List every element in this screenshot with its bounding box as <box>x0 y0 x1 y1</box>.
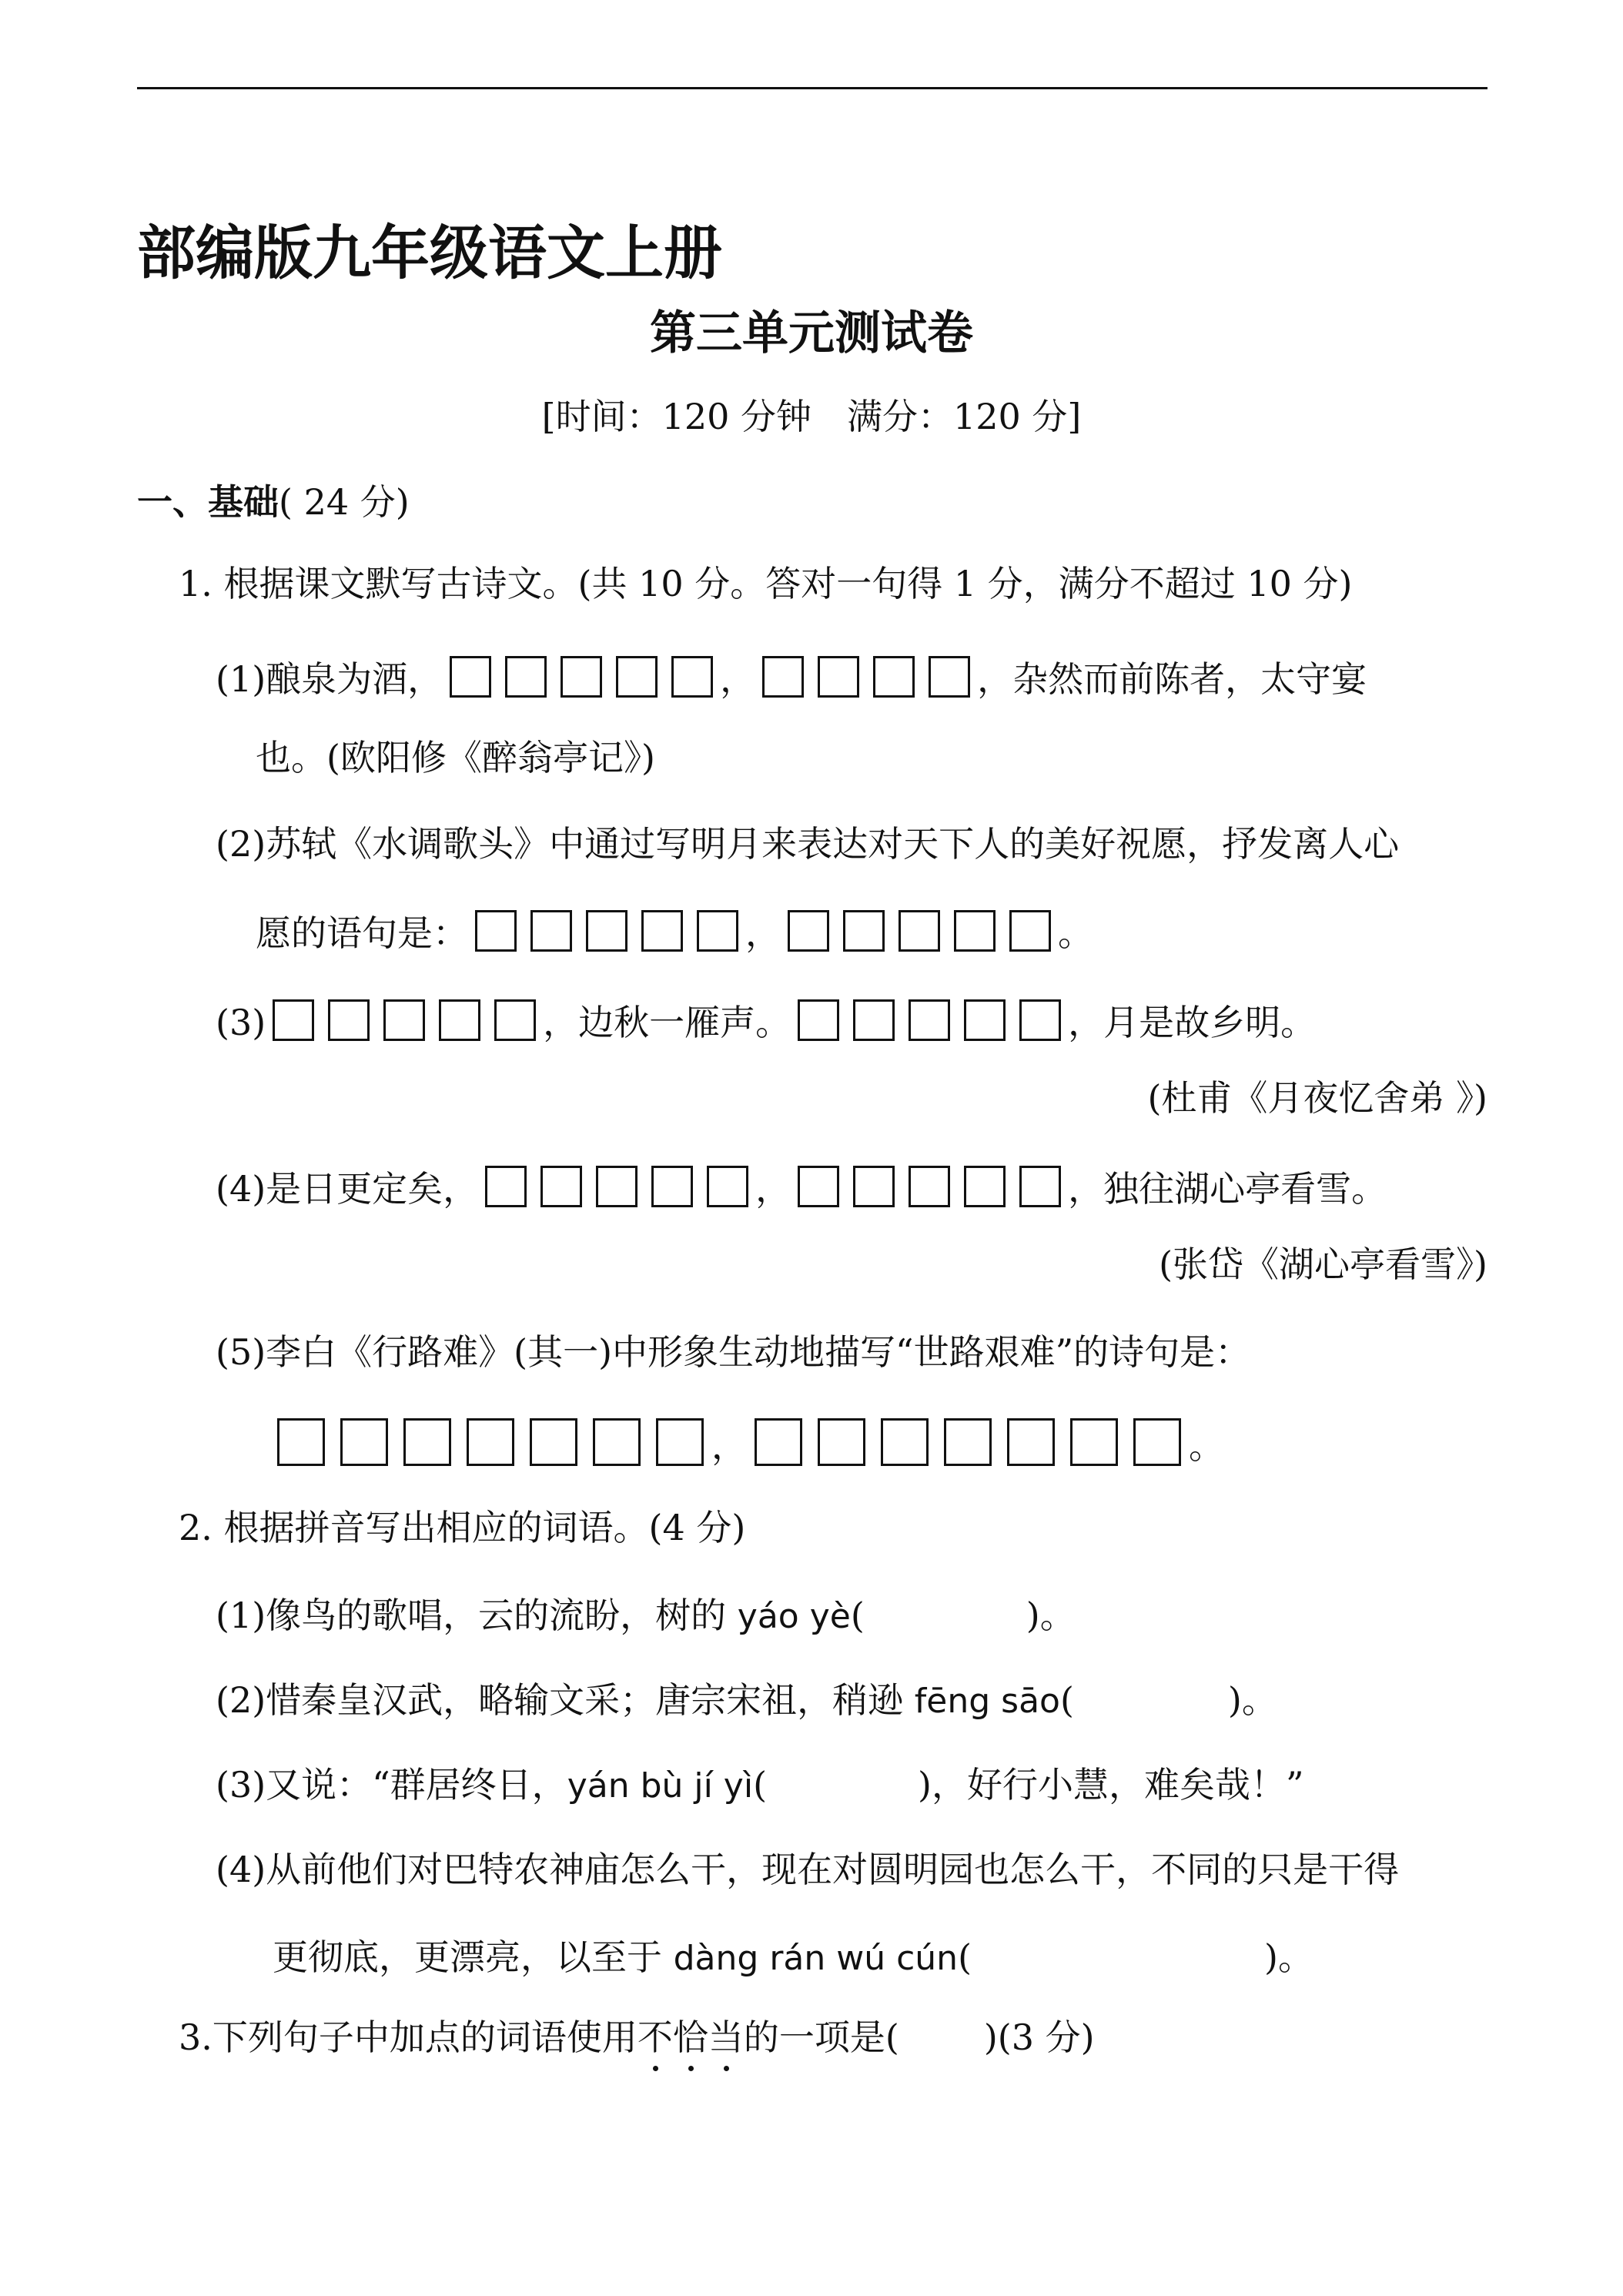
answer-box[interactable] <box>873 656 915 698</box>
answer-box[interactable] <box>798 1166 839 1207</box>
answer-box[interactable] <box>450 656 491 698</box>
q2-item-4-cont: 更彻底，更漂亮，以至于 dàng rán wú cún( )。 <box>273 1936 1313 1978</box>
q1-item-3-source: (杜甫《月夜忆舍弟 》) <box>1147 1077 1487 1119</box>
answer-box[interactable] <box>899 910 940 952</box>
answer-box[interactable] <box>954 910 996 952</box>
answer-box[interactable] <box>1009 910 1051 952</box>
answer-box[interactable] <box>641 910 683 952</box>
q2-item-3: (3)又说：“群居终日，yán bù jí yì( )，好行小慧，难矣哉！” <box>216 1764 1304 1806</box>
answer-box[interactable] <box>277 1418 325 1466</box>
q1-stem: 1. 根据课文默写古诗文。(共 10 分。答对一句得 1 分，满分不超过 10 分) <box>179 563 1353 604</box>
pinyin: yán bù jí yì <box>567 1766 754 1806</box>
answer-box[interactable] <box>540 1166 582 1207</box>
pinyin: dàng rán wú cún <box>673 1939 959 1978</box>
q1-item-2: (2)苏轼《水调歌头》中通过写明月来表达对天下人的美好祝愿，抒发离人心 <box>216 823 1400 865</box>
q2-stem: 2. 根据拼音写出相应的词语。(4 分) <box>179 1507 746 1548</box>
answer-box[interactable] <box>651 1166 693 1207</box>
answer-box[interactable] <box>909 999 950 1041</box>
answer-box[interactable] <box>340 1418 388 1466</box>
section-heading <box>137 474 410 525</box>
q2-item-1: (1)像鸟的歌唱，云的流盼，树的 yáo yè( )。 <box>216 1595 1076 1636</box>
answer-box[interactable] <box>505 656 547 698</box>
answer-box[interactable] <box>964 999 1006 1041</box>
q1-item-2-answer: 愿的语句是： ， 。 <box>256 910 1093 956</box>
answer-box[interactable] <box>818 1418 865 1466</box>
answer-box[interactable] <box>853 999 895 1041</box>
q1-item-5: (5)李白《行路难》(其一)中形象生动地描写“世路艰难”的诗句是： <box>216 1331 1251 1373</box>
q2-item-2: (2)惜秦皇汉武，略输文采；唐宗宋祖，稍逊 fēng sāo( )。 <box>216 1679 1277 1721</box>
answer-box[interactable] <box>485 1166 527 1207</box>
answer-box[interactable] <box>475 910 517 952</box>
pinyin: fēng sāo <box>914 1682 1060 1721</box>
answer-box[interactable] <box>383 999 425 1041</box>
q1-item-4-source: (张岱《湖心亭看雪》) <box>1159 1243 1487 1285</box>
q2-item-4: (4)从前他们对巴特农神庙怎么干，现在对圆明园也怎么干，不同的只是干得 <box>216 1849 1400 1890</box>
answer-box[interactable] <box>798 999 839 1041</box>
answer-box[interactable] <box>403 1418 451 1466</box>
emphasis-dot-char: 不 <box>637 2014 673 2060</box>
section-score: ( 24 分) <box>279 481 410 523</box>
answer-box[interactable] <box>853 1166 895 1207</box>
answer-box[interactable] <box>530 1418 577 1466</box>
answer-box[interactable] <box>1133 1418 1181 1466</box>
answer-box[interactable] <box>494 999 536 1041</box>
q1-item-1-source: 也。(欧阳修《醉翁亭记》) <box>256 737 655 778</box>
q1-item-4: (4)是日更定矣， ， ，独往湖心亭看雪。 <box>216 1166 1387 1212</box>
exam-meta: [时间：120 分钟 满分：120 分] <box>541 396 1082 437</box>
answer-box[interactable] <box>439 999 480 1041</box>
header-rule <box>137 87 1487 89</box>
answer-box[interactable] <box>964 1166 1006 1207</box>
q1-item-5-answer: ， 。 <box>269 1418 1224 1469</box>
answer-box[interactable] <box>1019 999 1061 1041</box>
answer-box[interactable] <box>707 1166 748 1207</box>
section-label: 一、基础 <box>137 481 279 523</box>
pinyin: yáo yè <box>737 1597 851 1636</box>
answer-box[interactable] <box>671 656 713 698</box>
answer-box[interactable] <box>818 656 859 698</box>
answer-box[interactable] <box>1070 1418 1118 1466</box>
emphasis-dot-char: 恰 <box>673 2014 708 2060</box>
emphasis-dot-char: 当 <box>708 2014 744 2060</box>
page-subtitle: 第三单元测试卷 <box>650 306 973 360</box>
answer-box[interactable] <box>881 1418 929 1466</box>
answer-box[interactable] <box>467 1418 514 1466</box>
answer-box[interactable] <box>843 910 885 952</box>
page-title: 部编版九年级语文上册 <box>137 219 722 287</box>
answer-box[interactable] <box>697 910 738 952</box>
q3-stem: 3.下列句子中加点的词语使用不恰当的一项是( )(3 分) <box>179 2014 1095 2060</box>
answer-box[interactable] <box>530 910 572 952</box>
answer-box[interactable] <box>273 999 314 1041</box>
answer-box[interactable] <box>944 1418 992 1466</box>
answer-box[interactable] <box>1007 1418 1055 1466</box>
answer-box[interactable] <box>328 999 370 1041</box>
q1-item-1: (1)酿泉为酒， ， ，杂然而前陈者，太守宴 <box>216 656 1367 702</box>
answer-box[interactable] <box>1019 1166 1061 1207</box>
answer-box[interactable] <box>788 910 829 952</box>
answer-box[interactable] <box>929 656 970 698</box>
answer-box[interactable] <box>656 1418 704 1466</box>
answer-box[interactable] <box>586 910 627 952</box>
answer-box[interactable] <box>616 656 658 698</box>
answer-box[interactable] <box>762 656 804 698</box>
answer-box[interactable] <box>561 656 602 698</box>
answer-box[interactable] <box>596 1166 637 1207</box>
answer-box[interactable] <box>755 1418 802 1466</box>
answer-box[interactable] <box>909 1166 950 1207</box>
answer-box[interactable] <box>593 1418 641 1466</box>
q1-item-3: (3) ，边秋一雁声。 ，月是故乡明。 <box>216 999 1316 1046</box>
